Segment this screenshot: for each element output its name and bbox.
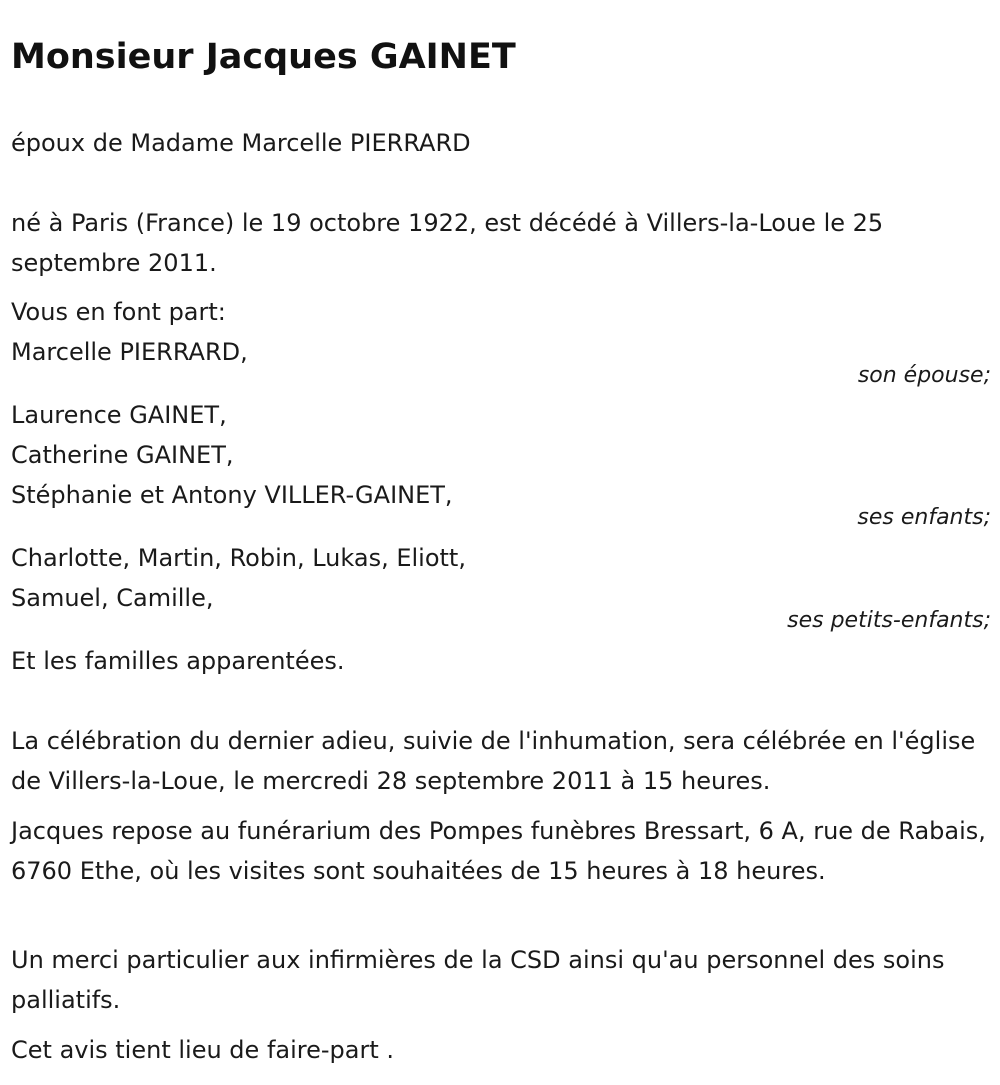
family-grandchildren-names: Charlotte, Martin, Robin, Lukas, Eliott, (11, 544, 466, 572)
family-grandchildren-names: Samuel, Camille, (11, 584, 214, 612)
visitation-paragraph: Jacques repose au funérarium des Pompes funèbres Bressart, 6 A, rue de Rabais, 6760 Ethe, où les visites sont souhaitées de 15 heures à 18 heures. (11, 817, 986, 885)
birth-death-paragraph: né à Paris (France) le 19 octobre 1922, est décédé à Villers-la-Loue le 25 septembre 2011. (11, 209, 884, 277)
ceremony-paragraph: La célébration du dernier adieu, suivie de l'inhumation, sera célébrée en l'église de Villers-la-Loue, le mercredi 28 septembre 2011 à 15 heures. (11, 727, 976, 795)
announce-intro: Vous en font part: (11, 298, 226, 326)
closing-line: Cet avis tient lieu de faire-part . (11, 1036, 395, 1064)
family-child-name: Laurence GAINET, (11, 401, 227, 429)
family-children-role: ses enfants; (857, 505, 991, 530)
family-child-name: Catherine GAINET, (11, 441, 234, 469)
family-relatives: Et les familles apparentées. (11, 647, 345, 675)
spouse-line: époux de Madame Marcelle PIERRARD (11, 129, 471, 157)
family-grandchildren-role: ses petits-enfants; (787, 608, 991, 633)
page-title: Monsieur Jacques GAINET (11, 37, 516, 77)
family-spouse-role: son épouse; (857, 363, 991, 388)
family-child-name: Stéphanie et Antony VILLER-GAINET, (11, 481, 453, 509)
thanks-paragraph: Un merci particulier aux infirmières de la CSD ainsi qu'au personnel des soins palliatifs. (11, 946, 945, 1014)
family-spouse-name: Marcelle PIERRARD, (11, 338, 248, 366)
